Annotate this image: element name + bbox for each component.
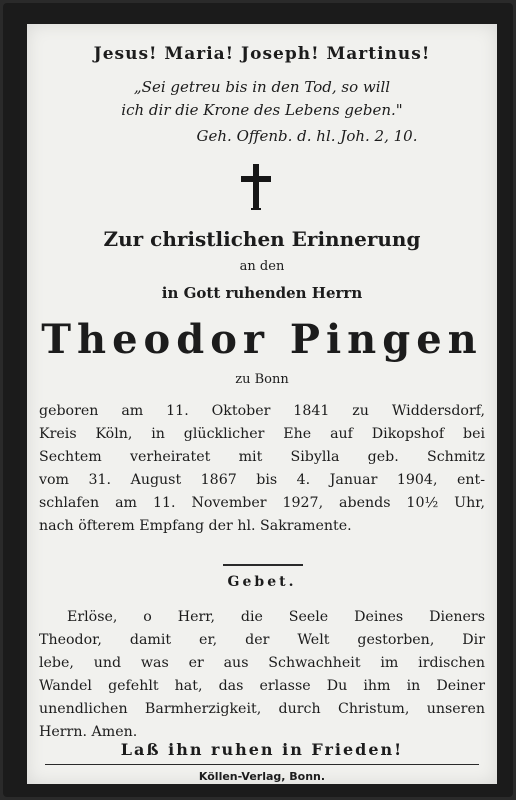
prayer-title: Gebet.: [227, 574, 297, 590]
latin-cross-icon: [241, 164, 271, 210]
prayer-line: unendlichen Barmherzigkeit, durch Christum, unseren: [39, 701, 485, 717]
header-invocation: Jesus! Maria! Joseph! Martinus!: [93, 44, 431, 64]
quote-line-2: ich dir die Krone des Lebens geben.": [121, 101, 403, 119]
biography-line: Kreis Köln, in glücklicher Ehe auf Dikopshof bei: [39, 426, 485, 442]
memorial-title: Zur christlichen Erinnerung: [103, 227, 421, 251]
an-den-text: an den: [239, 259, 285, 274]
deceased-name: Theodor Pingen: [41, 316, 483, 363]
divider-long: [45, 764, 479, 765]
in-gott-text: in Gott ruhenden Herrn: [161, 284, 363, 302]
quote-reference: Geh. Offenb. d. hl. Joh. 2, 10.: [196, 127, 418, 145]
biography-line: schlafen am 11. November 1927, abends 10½ Uhr,: [39, 495, 485, 511]
prayer-line: Wandel gefehlt hat, das erlasse Du ihm in Deiner: [39, 678, 485, 694]
divider-short: [223, 564, 303, 566]
location-text: zu Bonn: [235, 372, 289, 387]
prayer-line: Theodor, damit er, der Welt gestorben, Dir: [39, 632, 485, 648]
biography-line: vom 31. August 1867 bis 4. Januar 1904, ent-: [39, 472, 485, 488]
publisher-imprint: Köllen-Verlag, Bonn.: [198, 770, 326, 783]
card-paper: [27, 24, 497, 784]
quote-line-1: „Sei getreu bis in den Tod, so will: [133, 78, 391, 96]
prayer-line: Erlöse, o Herr, die Seele Deines Dieners: [67, 609, 485, 625]
closing-line: Laß ihn ruhen in Frieden!: [120, 740, 404, 759]
prayer-line: Herrn. Amen.: [39, 724, 138, 740]
prayer-line: lebe, und was er aus Schwachheit im irdischen: [39, 655, 485, 671]
biography-line: geboren am 11. Oktober 1841 zu Widdersdorf,: [39, 403, 485, 419]
memorial-card: [3, 3, 513, 797]
biography-line: Sechtem verheiratet mit Sibylla geb. Schmitz: [39, 449, 485, 465]
prayer-text: [39, 606, 485, 744]
biography: [39, 400, 485, 538]
biography-line: nach öfterem Empfang der hl. Sakramente.: [39, 518, 352, 534]
